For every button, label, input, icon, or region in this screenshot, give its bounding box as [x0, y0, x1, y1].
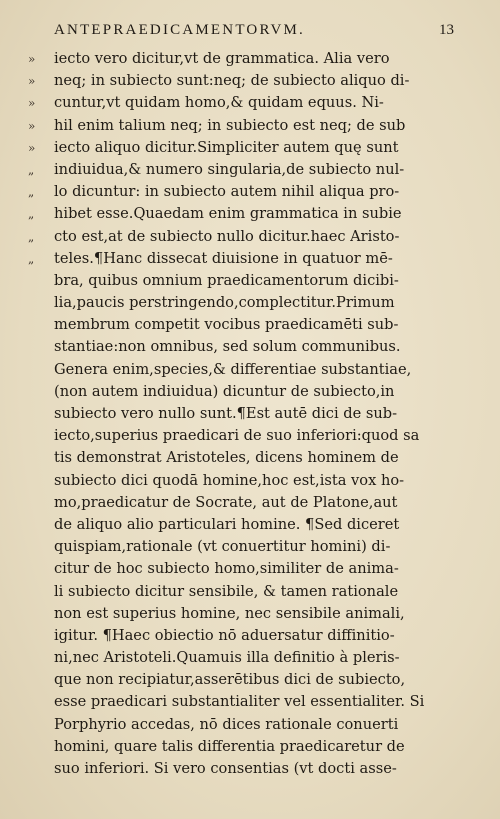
line-text: subiecto vero nullo sunt.¶Est autē dici de sub- [54, 405, 398, 422]
text-line [28, 736, 468, 758]
line-text: ni,nec Aristoteli.Quamuis illa definitio à pleris- [54, 649, 400, 667]
quotation-marker: „ [28, 229, 35, 244]
text-line [28, 647, 468, 669]
text-line [28, 181, 468, 203]
line-text: hil enim talium neq; in subiecto est neq; de sub [54, 116, 406, 134]
quotation-marker: „ [28, 251, 35, 266]
text-line [28, 159, 468, 181]
line-text: citur de hoc subiecto homo,similiter de anima- [54, 560, 399, 578]
text-line [28, 70, 468, 92]
text-block [28, 48, 468, 780]
line-text: subiecto dici quodā homine,hoc est,ista vox ho- [54, 471, 405, 489]
line-text: mo,praedicatur de Socrate, aut de Platone,aut [54, 493, 398, 511]
text-line [28, 92, 468, 114]
line-text: tis demonstrat Aristoteles, dicens hominem de [54, 449, 399, 467]
line-text: non est superius homine, nec sensibile animali, [54, 604, 405, 622]
quotation-marker: „ [28, 185, 35, 200]
text-line [28, 403, 468, 425]
text-line [28, 115, 468, 137]
text-line [28, 603, 468, 625]
line-text: lo dicuntur: in subiecto autem nihil aliqua pro- [54, 183, 400, 201]
line-text: iecto aliquo dicitur.Simpliciter autem quę sunt [54, 138, 399, 156]
text-line [28, 270, 468, 292]
line-text: indiuidua,& numero singularia,de subiecto nul- [54, 160, 405, 178]
page-header [54, 22, 454, 44]
text-line [28, 470, 468, 492]
text-line [28, 625, 468, 647]
text-line [28, 691, 468, 713]
line-text: lia,paucis perstringendo,complectitur.Primum [54, 294, 395, 312]
text-line [28, 558, 468, 580]
text-line [28, 581, 468, 603]
line-text: que non recipiatur,asserētibus dici de subiecto, [54, 671, 406, 689]
text-line [28, 536, 468, 558]
line-text: iecto vero dicitur,vt de grammatica. Alia vero [54, 50, 390, 67]
line-text: homini, quare talis differentia praedicaretur de [54, 737, 405, 755]
line-text: suo inferiori. Si vero consentias (vt docti asse- [54, 760, 397, 777]
line-text: teles.¶Hanc dissecat diuisione in quatuor mē- [54, 249, 393, 267]
text-line [28, 137, 468, 159]
text-line [28, 514, 468, 536]
text-line [28, 669, 468, 691]
quotation-marker: „ [28, 162, 35, 177]
line-text: bra, quibus omnium praedicamentorum dicibi- [54, 271, 399, 289]
quotation-marker: » [28, 140, 36, 155]
text-line [28, 226, 468, 248]
line-text: neq; in subiecto sunt:neq; de subiecto aliquo di- [54, 72, 410, 90]
line-text: cuntur,vt quidam homo,& quidam equus. Ni- [54, 94, 384, 112]
text-line [28, 447, 468, 469]
quotation-marker: „ [28, 207, 35, 222]
text-line [28, 381, 468, 403]
text-line [28, 314, 468, 336]
quotation-marker: » [28, 74, 36, 89]
text-line [28, 758, 468, 780]
page-number: 13 [439, 22, 454, 38]
line-text: hibet esse.Quaedam enim grammatica in subie [54, 205, 402, 223]
line-text: esse praedicari substantialiter vel essentialiter. Si [54, 693, 425, 711]
line-text: stantiae:non omnibus, sed solum communibus. [54, 338, 401, 356]
line-text: membrum competit vocibus praedicamēti sub- [54, 316, 399, 334]
quotation-marker: » [28, 96, 36, 111]
line-text: li subiecto dicitur sensibile, & tamen rationale [54, 582, 399, 600]
quotation-marker: » [28, 118, 36, 133]
quotation-marker: » [28, 52, 36, 66]
text-line [28, 292, 468, 314]
line-text: (non autem indiuidua) dicuntur de subiecto,in [54, 382, 395, 400]
text-line [28, 203, 468, 225]
text-line [28, 714, 468, 736]
line-text: cto est,at de subiecto nullo dicitur.haec Aristo- [54, 227, 400, 245]
running-head: ANTEPRAEDICAMENTORVM. [54, 22, 305, 38]
text-line [28, 336, 468, 358]
line-text: iecto,superius praedicari de suo inferiori:quod sa [54, 427, 420, 445]
line-text: Porphyrio accedas, nō dices rationale conuerti [54, 715, 399, 733]
text-line [28, 248, 468, 270]
text-line [28, 359, 468, 381]
text-line [28, 425, 468, 447]
line-text: Genera enim,species,& differentiae substantiae, [54, 360, 412, 378]
line-text: quispiam,rationale (vt conuertitur homini) di- [54, 538, 391, 556]
text-line [28, 492, 468, 514]
line-text: igitur. ¶Haec obiectio nō aduersatur diffinitio- [54, 626, 395, 644]
text-line [28, 48, 468, 70]
line-text: de aliquo alio particulari homine. ¶Sed diceret [54, 515, 400, 533]
